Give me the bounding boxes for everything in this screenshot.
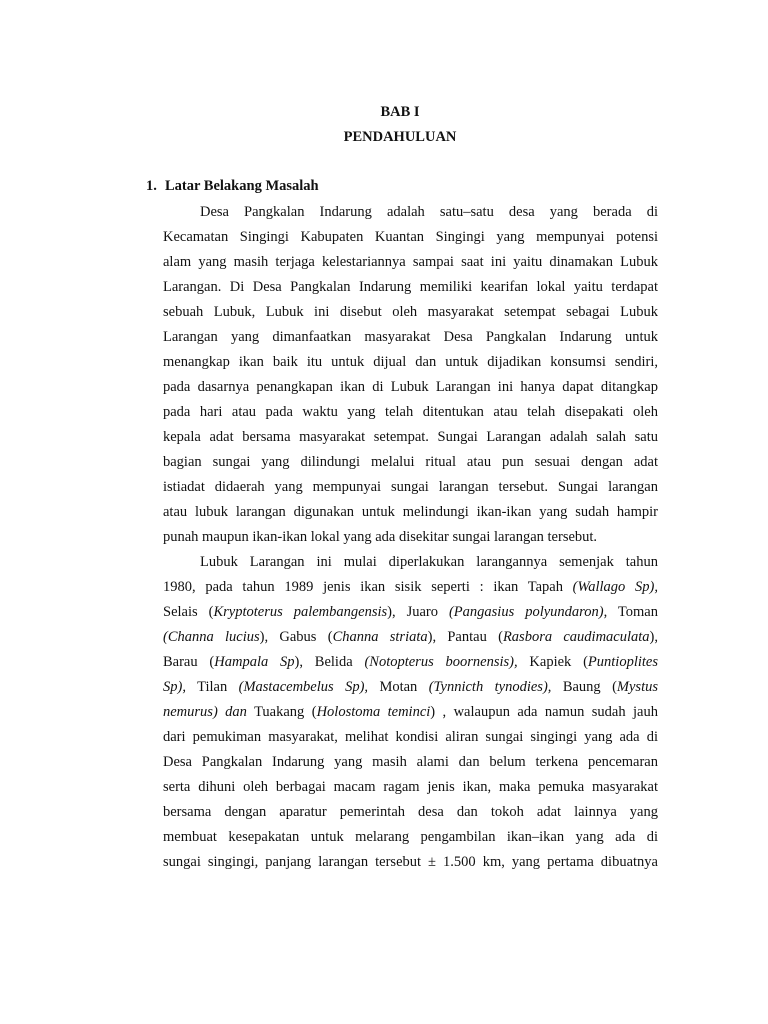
paragraph-2-line-9: Desa Pangkalan Indarung yang masih alami dan belum terkena pencemaran: [163, 754, 658, 770]
species-name: (Tynnicth tynodies),: [428, 679, 552, 695]
chapter-heading: BAB I: [380, 104, 420, 120]
species-name: (Pangasius polyundaron): [448, 604, 604, 620]
paragraph-2-line-7: [163, 705, 658, 720]
species-name: Mystus: [616, 679, 659, 695]
paragraph-2-line-6: [163, 680, 658, 695]
text-run: Tilan: [185, 679, 239, 695]
species-name: Kryptoterus palembangensis: [213, 604, 388, 620]
paragraph-1-line-11: bagian sungai yang dilindungi melalui ritual atau pun sesuai dengan adat: [163, 454, 658, 470]
text-run: ),: [649, 629, 659, 645]
paragraph-2-line-1: Lubuk Larangan ini mulai diperlakukan larangannya semenjak tahun: [200, 554, 658, 570]
paragraph-1-line-7: menangkap ikan baik itu untuk dijual dan untuk dijadikan konsumsi sendiri,: [163, 354, 658, 370]
paragraph-2-line-3: [163, 605, 658, 620]
paragraph-1-line-9: pada hari atau pada waktu yang telah ditentukan atau telah disepakati oleh: [163, 404, 658, 420]
paragraph-2-line-8: dari pemukiman masyarakat, melihat kondisi aliran sungai singingi yang ada di: [163, 729, 658, 745]
species-name: Sp),: [163, 679, 186, 695]
species-name: Channa striata: [332, 629, 428, 645]
species-name: (Wallago Sp),: [572, 579, 658, 595]
species-name: nemurus) dan: [163, 704, 247, 720]
text-run: ) , walaupun ada namun sudah jauh: [430, 704, 658, 720]
paragraph-2-line-5: [163, 655, 658, 670]
species-name: Puntioplites: [587, 654, 658, 670]
paragraph-2-line-2: [163, 580, 658, 595]
paragraph-2-line-4: [163, 630, 658, 645]
paragraph-2-line-12: membuat kesepakatan untuk melarang pengambilan ikan–ikan yang ada di: [163, 829, 658, 845]
paragraph-1-line-4: Larangan. Di Desa Pangkalan Indarung memiliki kearifan lokal yaitu terdapat: [163, 279, 658, 295]
text-run: Kapiek (: [517, 654, 588, 670]
species-name: Holostoma teminci: [316, 704, 431, 720]
paragraph-1-line-6: Larangan yang dimanfaatkan masyarakat Desa Pangkalan Indarung untuk: [163, 329, 658, 345]
section-number: 1.: [146, 178, 157, 194]
text-run: ), Juaro: [387, 604, 449, 620]
section-title: Latar Belakang Masalah: [165, 178, 319, 194]
paragraph-1-line-10: kepala adat bersama masyarakat setempat. Sungai Larangan adalah salah satu: [163, 429, 658, 445]
paragraph-1-line-13: atau lubuk larangan digunakan untuk melindungi ikan-ikan yang sudah hampir: [163, 504, 658, 520]
species-name: (Notopterus boornensis),: [364, 654, 518, 670]
text-run: Baung (: [551, 679, 617, 695]
species-name: Rasbora caudimaculata: [502, 629, 650, 645]
paragraph-1-line-1: Desa Pangkalan Indarung adalah satu–satu desa yang berada di: [200, 204, 658, 220]
text-run: Tuakang (: [246, 704, 317, 720]
text-run: Barau (: [163, 654, 215, 670]
text-run: ), Gabus (: [259, 629, 333, 645]
species-name: Hampala Sp: [214, 654, 295, 670]
paragraph-1-line-8: pada dasarnya penangkapan ikan di Lubuk Larangan ini hanya dapat ditangkap: [163, 379, 658, 395]
text-run: Selais (: [163, 604, 214, 620]
text-run: ), Belida: [294, 654, 365, 670]
paragraph-2-line-13: sungai singingi, panjang larangan tersebut ± 1.500 km, yang pertama dibuatnya: [163, 854, 658, 870]
chapter-title: PENDAHULUAN: [343, 129, 457, 145]
paragraph-1-line-12: istiadat didaerah yang mempunyai sungai larangan tersebut. Sungai larangan: [163, 479, 658, 495]
text-run: Motan: [368, 679, 429, 695]
paragraph-1-line-14: punah maupun ikan-ikan lokal yang ada disekitar sungai larangan tersebut.: [163, 529, 598, 545]
text-run: 1980, pada tahun 1989 jenis ikan sisik seperti : ikan Tapah: [163, 579, 573, 595]
text-run: ), Pantau (: [427, 629, 503, 645]
section-heading: [146, 179, 319, 194]
paragraph-1-line-2: Kecamatan Singingi Kabupaten Kuantan Singingi yang mempunyai potensi: [163, 229, 658, 245]
paragraph-2-line-10: serta dihuni oleh berbagai macam ragam jenis ikan, maka pemuka masyarakat: [163, 779, 658, 795]
species-name: (Channa lucius: [163, 629, 260, 645]
species-name: (Mastacembelus Sp),: [238, 679, 369, 695]
paragraph-1-line-5: sebuah Lubuk, Lubuk ini disebut oleh masyarakat setempat sebagai Lubuk: [163, 304, 658, 320]
paragraph-2-line-11: bersama dengan aparatur pemerintah desa dan tokoh adat lainnya yang: [163, 804, 658, 820]
paragraph-1-line-3: alam yang masih terjaga kelestariannya sampai saat ini yaitu dinamakan Lubuk: [163, 254, 658, 270]
text-run: , Toman: [603, 604, 658, 620]
